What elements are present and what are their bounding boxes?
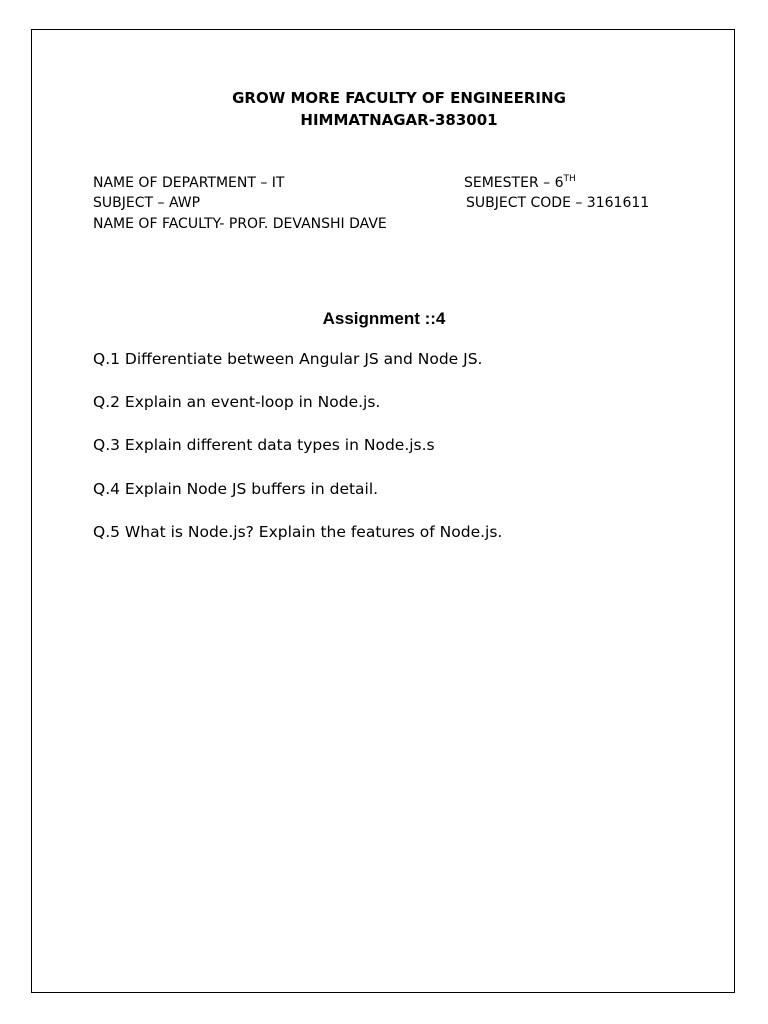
- semester-text: SEMESTER – 6: [464, 175, 564, 191]
- department-info: NAME OF DEPARTMENT – IT: [93, 175, 285, 191]
- question-item: Q.1 Differentiate between Angular JS and Node JS.: [93, 350, 483, 368]
- semester-info: [464, 175, 576, 192]
- question-item: Q.2 Explain an event-loop in Node.js.: [93, 393, 381, 412]
- assignment-title: Assignment ::4: [322, 309, 446, 328]
- faculty-info: NAME OF FACULTY- PROF. DEVANSHI DAVE: [93, 216, 387, 232]
- institution-name: GROW MORE FACULTY OF ENGINEERING: [232, 89, 566, 107]
- question-item: Q.3 Explain different data types in Node.js.s: [93, 436, 435, 455]
- institution-location: HIMMATNAGAR-383001: [300, 111, 498, 129]
- question-list: [93, 349, 502, 565]
- question-item: Q.4 Explain Node JS buffers in detail.: [93, 479, 379, 498]
- subject-info: SUBJECT – AWP: [93, 195, 201, 211]
- question-item: Q.5 What is Node.js? Explain the features of Node.js.: [93, 522, 503, 541]
- semester-ordinal-suffix: TH: [563, 174, 576, 184]
- subject-code-info: SUBJECT CODE – 3161611: [466, 195, 650, 211]
